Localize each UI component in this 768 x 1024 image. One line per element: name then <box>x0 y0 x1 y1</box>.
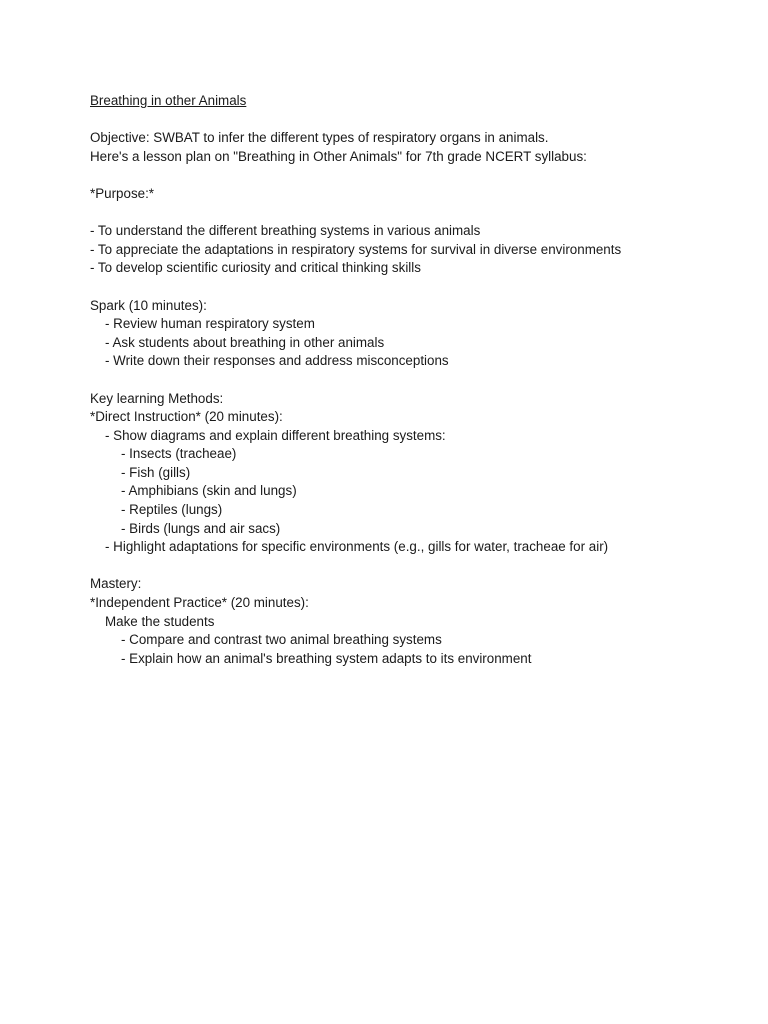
purpose-item: - To understand the different breathing systems in various animals <box>90 223 481 239</box>
spark-item: - Write down their responses and address misconceptions <box>105 353 449 369</box>
breathing-system-item: - Birds (lungs and air sacs) <box>121 520 281 536</box>
make-students-text: Make the students <box>105 613 215 629</box>
objective-text: Objective: SWBAT to infer the different types of respiratory organs in animals. <box>90 130 549 146</box>
mastery-item: - Compare and contrast two animal breathing systems <box>121 632 442 648</box>
breathing-system-item: - Amphibians (skin and lungs) <box>121 483 297 499</box>
document-title: Breathing in other Animals <box>90 93 247 108</box>
mastery-item: - Explain how an animal's breathing system adapts to its environment <box>121 650 532 666</box>
breathing-system-item: - Reptiles (lungs) <box>121 502 223 518</box>
direct-instruction-heading: *Direct Instruction* (20 minutes): <box>90 409 283 425</box>
show-diagrams-item: - Show diagrams and explain different breathing systems: <box>105 427 446 443</box>
breathing-system-item: - Fish (gills) <box>121 464 191 480</box>
key-learning-heading: Key learning Methods: <box>90 390 224 406</box>
spacer <box>90 204 730 223</box>
spark-item: - Ask students about breathing in other animals <box>105 334 385 350</box>
spark-heading: Spark (10 minutes): <box>90 297 207 313</box>
highlight-adaptations-item: - Highlight adaptations for specific environments (e.g., gills for water, tracheae for air) <box>105 539 609 555</box>
spacer <box>90 111 730 130</box>
spark-item: - Review human respiratory system <box>105 316 315 332</box>
purpose-item: - To develop scientific curiosity and critical thinking skills <box>90 260 421 276</box>
document-body <box>90 92 730 668</box>
purpose-item: - To appreciate the adaptations in respiratory systems for survival in diverse environments <box>90 241 622 257</box>
spacer <box>90 557 730 576</box>
mastery-heading: Mastery: <box>90 576 142 592</box>
spacer <box>90 166 730 185</box>
spacer <box>90 278 730 297</box>
intro-text: Here's a lesson plan on "Breathing in Other Animals" for 7th grade NCERT syllabus: <box>90 148 587 164</box>
independent-practice-heading: *Independent Practice* (20 minutes): <box>90 595 309 611</box>
spacer <box>90 371 730 390</box>
breathing-system-item: - Insects (tracheae) <box>121 446 237 462</box>
purpose-heading: *Purpose:* <box>90 185 155 201</box>
